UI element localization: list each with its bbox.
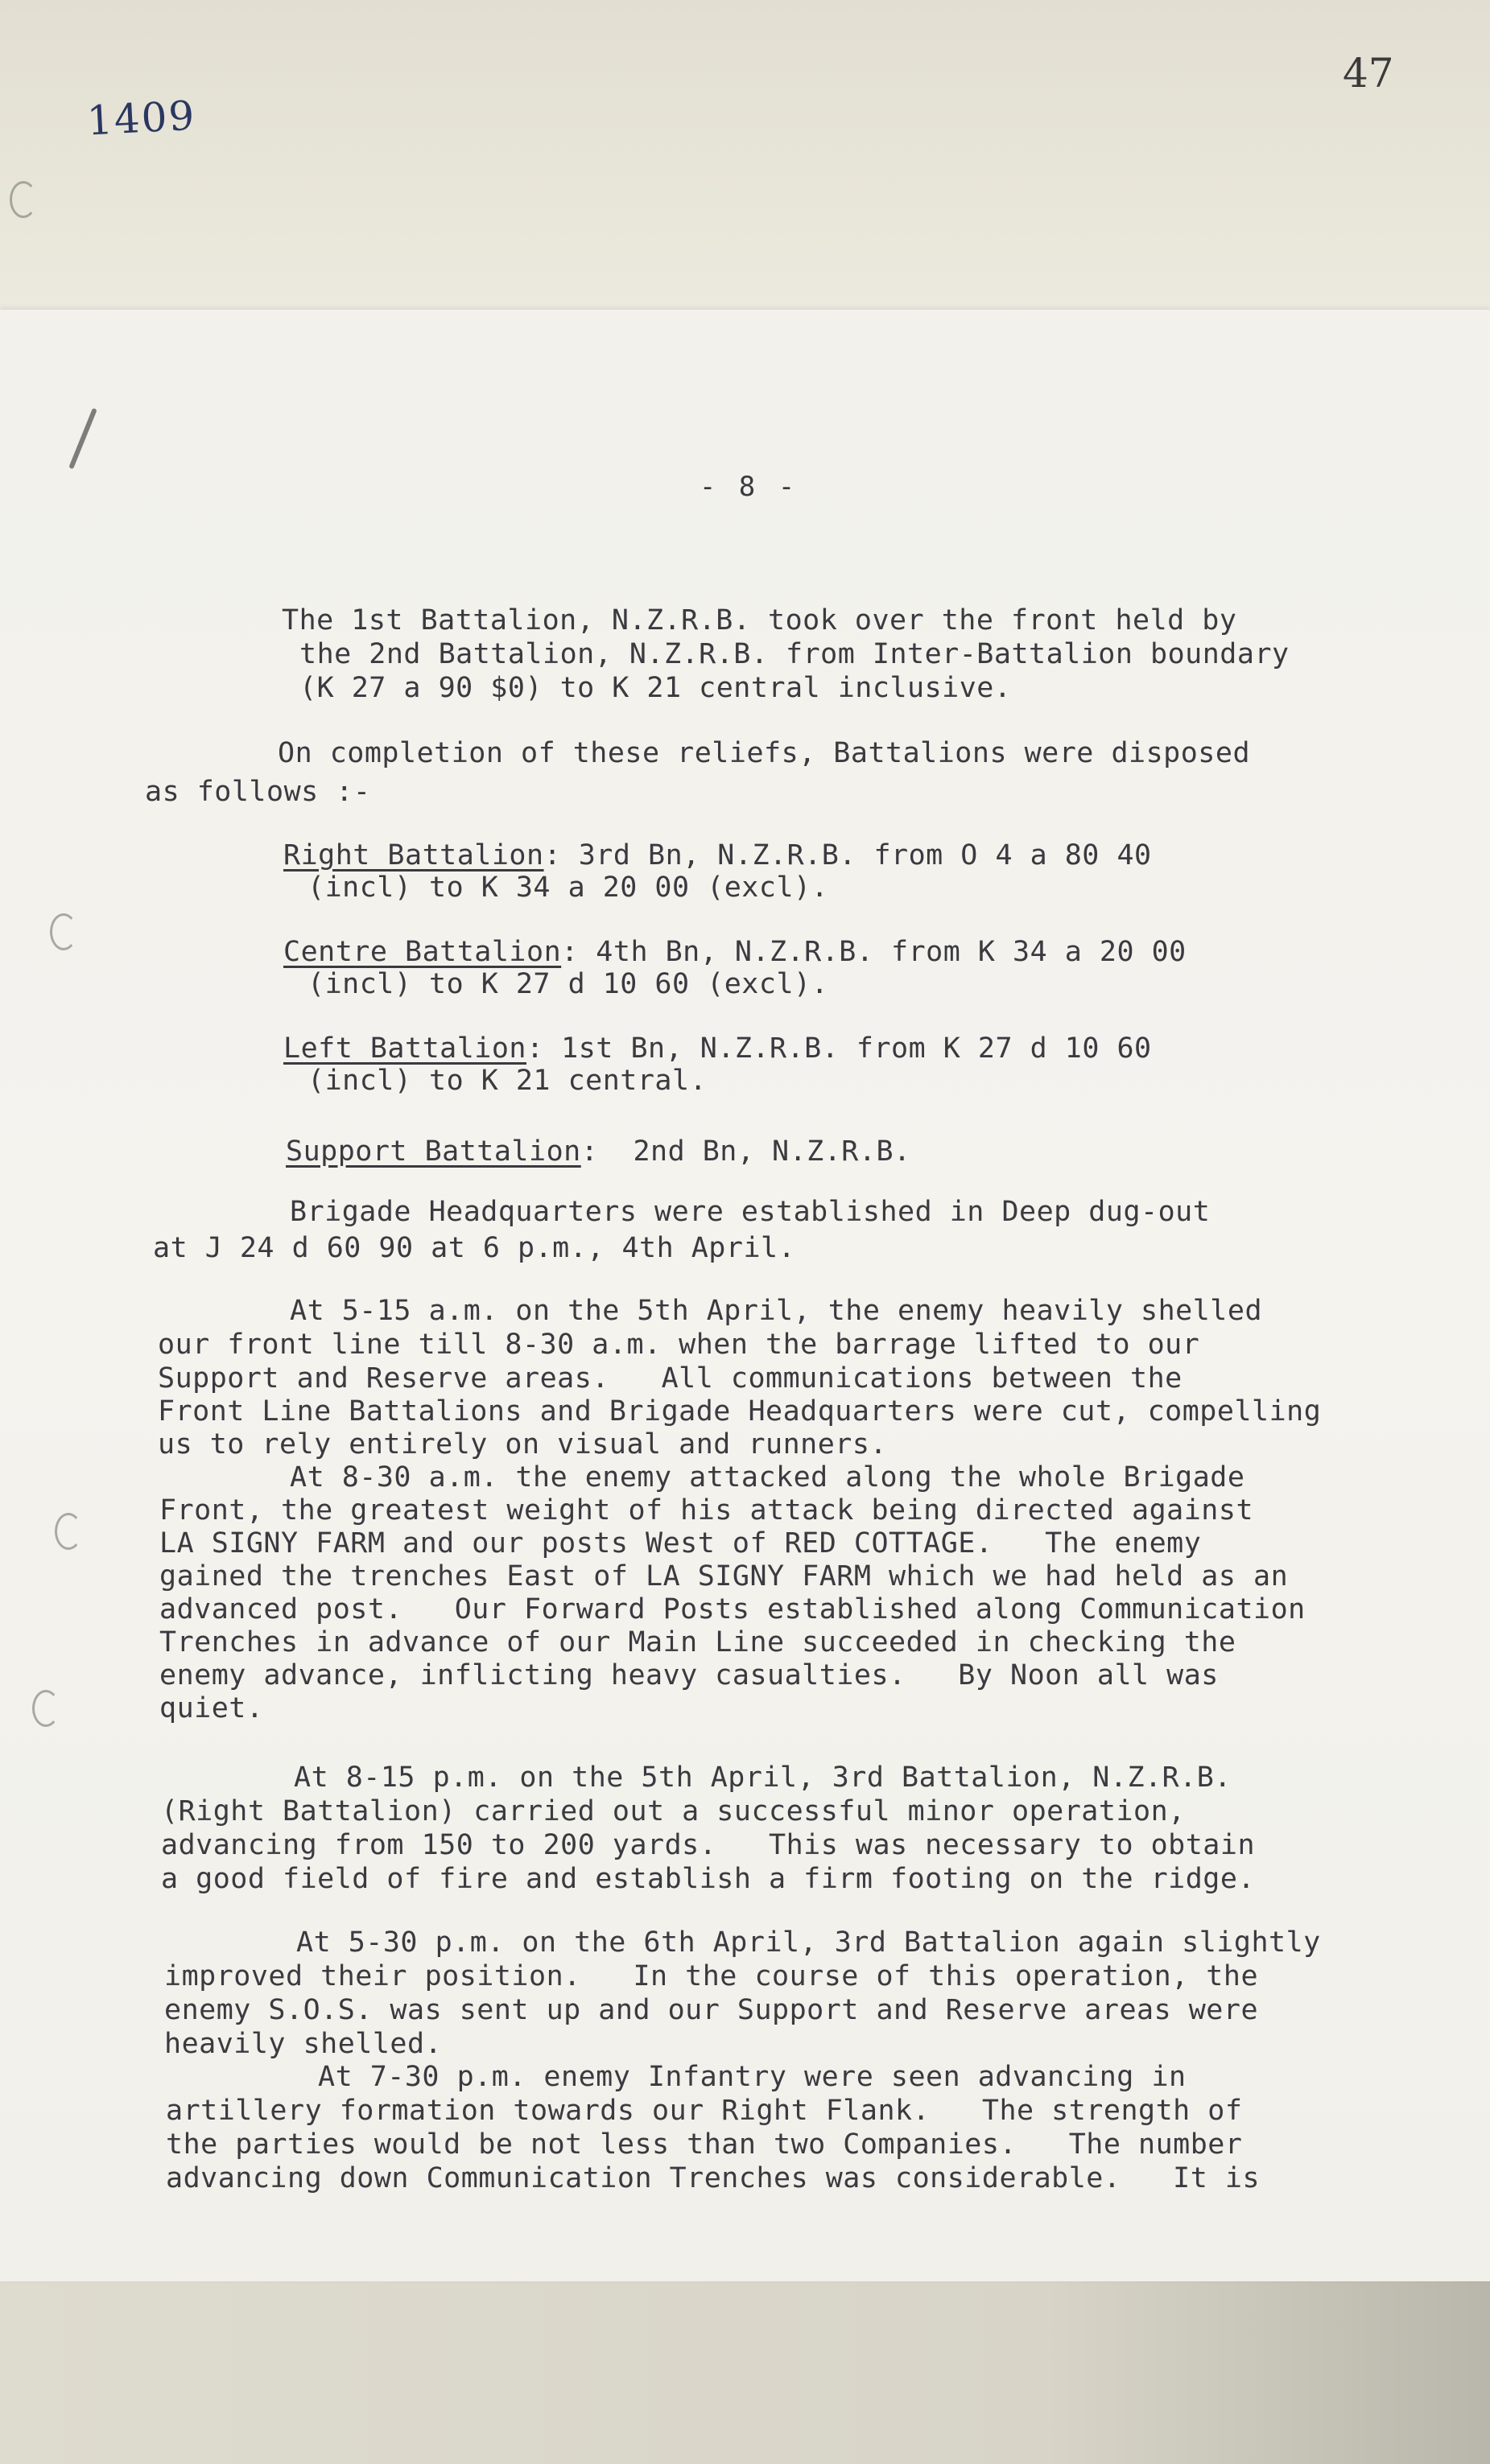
paragraph-line: our front line till 8-30 a.m. when the barrage lifted to our [158,1329,1200,1361]
folio-number: 47 [1343,50,1394,97]
paragraph-line: as follows :- [145,776,371,808]
disposition-text: : 2nd Bn, N.Z.R.B. [580,1135,911,1168]
disposition-left [283,1032,1152,1065]
paragraph-line: (incl) to K 21 central. [307,1065,708,1097]
disposition-text: : 4th Bn, N.Z.R.B. from K 34 a 20 00 [561,936,1187,968]
punch-hole-icon [32,1690,60,1727]
punch-hole-icon [10,181,37,218]
paragraph-line: advanced post. Our Forward Posts established along Communication [159,1593,1306,1625]
underlying-sheet-bottom [0,2281,1490,2464]
disposition-label: Left Battalion [283,1032,527,1065]
paragraph-line: Brigade Headquarters were established in Deep dug-out [290,1196,1211,1228]
paragraph-line: improved their position. In the course of this operation, the [164,1960,1259,1992]
disposition-label: Right Battalion [283,839,544,871]
paragraph-line: Front Line Battalions and Brigade Headquarters were cut, compelling [158,1395,1322,1428]
punch-hole-icon [50,913,77,950]
paragraph-line: a good field of fire and establish a firm footing on the ridge. [161,1863,1256,1895]
paragraph-line: advancing from 150 to 200 yards. This was necessary to obtain [161,1829,1256,1861]
paragraph-line: Front, the greatest weight of his attack being directed against [159,1494,1254,1527]
punch-hole-icon [55,1513,82,1550]
paragraph-line: At 8-15 p.m. on the 5th April, 3rd Battalion, N.Z.R.B. [294,1761,1232,1794]
disposition-label: Centre Battalion [283,936,562,968]
disposition-right [283,839,1152,872]
paragraph-line: the 2nd Battalion, N.Z.R.B. from Inter-Battalion boundary [299,638,1290,670]
paragraph-line: At 8-30 a.m. the enemy attacked along the whole Brigade [290,1461,1245,1494]
paragraph-line: enemy S.O.S. was sent up and our Support and Reserve areas were [164,1994,1259,2026]
disposition-text: : 1st Bn, N.Z.R.B. from K 27 d 10 60 [526,1032,1152,1065]
paragraph-line: On completion of these reliefs, Battalions were disposed [278,737,1251,769]
reference-number: 1409 [85,92,197,145]
paragraph-line: Trenches in advance of our Main Line succeeded in checking the [159,1626,1236,1658]
paragraph-line: us to rely entirely on visual and runners. [158,1428,888,1461]
disposition-text: : 3rd Bn, N.Z.R.B. from O 4 a 80 40 [543,839,1152,871]
paragraph-line: Support and Reserve areas. All communications between the [158,1362,1183,1395]
paragraph-line: (incl) to K 27 d 10 60 (excl). [307,968,829,1000]
paragraph-line: (Right Battalion) carried out a successful minor operation, [161,1795,1186,1827]
paragraph-line: quiet. [159,1692,264,1724]
paragraph-line: At 7-30 p.m. enemy Infantry were seen advancing in [318,2061,1187,2093]
disposition-centre [283,935,1187,969]
paragraph-line: At 5-30 p.m. on the 6th April, 3rd Battalion again slightly [296,1926,1321,1959]
paragraph-line: At 5-15 a.m. on the 5th April, the enemy heavily shelled [290,1295,1263,1327]
paragraph-line: enemy advance, inflicting heavy casualties. By Noon all was [159,1659,1219,1691]
paragraph-line: advancing down Communication Trenches was considerable. It is [166,2162,1261,2194]
paragraph-line: (incl) to K 34 a 20 00 (excl). [307,871,829,904]
paragraph-line: (K 27 a 90 $0) to K 21 central inclusive. [299,672,1012,704]
paragraph-line: heavily shelled. [164,2028,443,2060]
paragraph-line: The 1st Battalion, N.Z.R.B. took over the front held by [282,604,1237,637]
paragraph-line: the parties would be not less than two Companies. The number [166,2128,1243,2161]
paragraph-line: LA SIGNY FARM and our posts West of RED COTTAGE. The enemy [159,1527,1202,1560]
page-number: - 8 - [699,471,799,503]
disposition-label: Support Battalion [286,1135,581,1168]
paragraph-line: at J 24 d 60 90 at 6 p.m., 4th April. [153,1232,796,1264]
disposition-support [286,1135,911,1168]
paragraph-line: artillery formation towards our Right Flank. The strength of [166,2095,1243,2127]
paragraph-line: gained the trenches East of LA SIGNY FARM which we had held as an [159,1560,1289,1593]
underlying-sheet-top [0,0,1490,318]
